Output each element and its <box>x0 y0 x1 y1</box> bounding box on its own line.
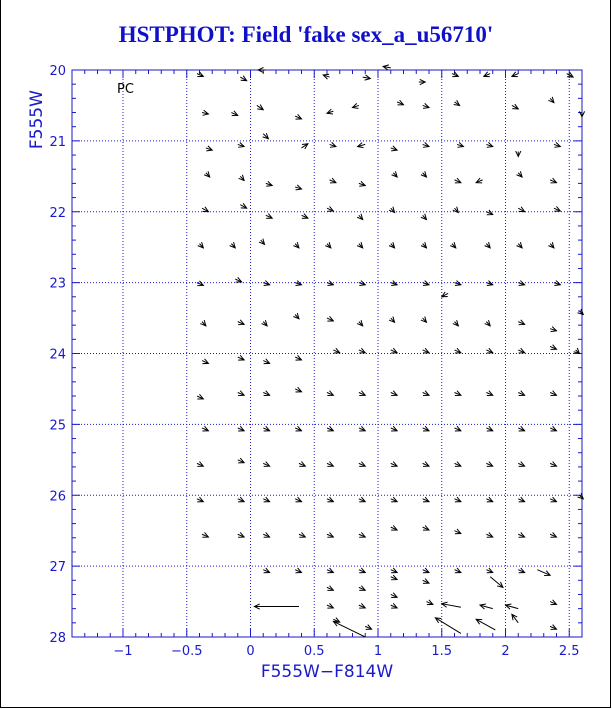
vector-arrow <box>383 65 391 70</box>
vector-arrow <box>263 497 269 502</box>
vector-arrow <box>231 111 237 116</box>
vector-arrow <box>550 625 556 630</box>
vector-arrow <box>202 207 208 212</box>
vector-arrow <box>359 462 365 467</box>
vector-arrow <box>518 568 524 573</box>
vector-arrow <box>359 281 365 286</box>
vector-arrow <box>202 426 208 431</box>
vector-shaft <box>333 621 365 637</box>
vector-arrow <box>518 462 524 467</box>
vector-arrow <box>512 614 518 623</box>
vector-arrow <box>295 185 301 190</box>
vector-arrow <box>238 532 244 537</box>
vector-arrow <box>554 281 560 286</box>
y-tick-label: 27 <box>49 560 66 576</box>
vector-arrow <box>204 171 210 177</box>
vector-arrow <box>295 114 301 119</box>
vector-arrow <box>486 532 492 537</box>
vector-arrow <box>254 604 299 609</box>
vector-arrow <box>518 320 524 325</box>
vector-arrow <box>550 178 556 183</box>
vector-arrow <box>391 391 397 396</box>
vector-arrow <box>263 568 269 573</box>
vector-arrow <box>327 586 333 591</box>
vector-arrow <box>455 462 461 467</box>
vector-shaft <box>435 618 461 634</box>
vector-shaft <box>476 619 495 630</box>
vector-arrow <box>359 348 365 353</box>
y-tick-label: 21 <box>49 134 66 150</box>
vector-arrow <box>389 317 395 323</box>
vector-arrow <box>391 568 397 573</box>
vector-arrow <box>357 320 363 326</box>
vector-arrow <box>423 525 429 530</box>
vector-arrow <box>486 497 492 502</box>
vector-arrow <box>327 426 333 431</box>
y-tick-label: 26 <box>49 489 66 505</box>
vector-arrow <box>302 144 308 149</box>
vector-arrow <box>238 497 244 502</box>
vector-arrow <box>262 320 268 326</box>
vector-arrow <box>426 600 432 605</box>
vector-arrow <box>353 103 359 108</box>
vector-arrow <box>327 109 333 114</box>
vector-arrow <box>516 151 521 156</box>
x-tick-label: 1.5 <box>431 644 453 659</box>
vector-arrow <box>333 348 339 353</box>
vector-arrow <box>327 568 333 573</box>
vector-arrow <box>333 621 365 637</box>
vector-arrow <box>238 142 244 147</box>
vector-arrow <box>455 529 461 534</box>
vector-arrow <box>423 391 429 396</box>
vector-arrow <box>263 426 269 431</box>
vector-arrow <box>518 207 524 212</box>
vector-arrow <box>391 426 397 431</box>
vector-arrow <box>358 143 366 148</box>
vector-arrow <box>442 602 461 607</box>
x-axis-label: F555W−F814W <box>260 662 394 682</box>
vector-arrow <box>266 181 272 186</box>
vector-arrow <box>423 568 429 573</box>
vector-arrow <box>480 604 493 609</box>
vector-arrow <box>330 142 336 147</box>
vector-arrow <box>197 394 203 399</box>
vector-arrow <box>206 146 212 151</box>
vector-arrow <box>550 345 556 350</box>
vector-arrow <box>263 462 269 467</box>
vector-arrow <box>455 391 461 396</box>
vector-arrow <box>476 178 482 183</box>
vector-arrow <box>295 497 301 502</box>
vector-arrow <box>295 387 301 392</box>
vector-arrow <box>359 603 365 608</box>
vector-arrow <box>518 426 524 431</box>
vector-arrow <box>455 348 461 353</box>
vector-arrow <box>486 391 492 396</box>
x-tick-label: 1 <box>373 644 383 659</box>
vector-arrow <box>550 600 556 605</box>
vector-arrow <box>423 281 429 286</box>
vector-arrow <box>554 206 560 211</box>
x-tick-label: −1 <box>113 644 133 659</box>
vector-arrow <box>323 74 329 79</box>
vector-arrow <box>197 462 203 467</box>
vector-head <box>302 144 308 149</box>
vector-arrow <box>363 75 371 80</box>
vector-arrow <box>327 206 333 211</box>
vector-arrow <box>423 579 429 584</box>
x-tick-label: 2 <box>501 644 510 659</box>
vector-arrow <box>202 110 208 115</box>
vector-arrow <box>230 242 236 248</box>
vector-arrow <box>455 426 461 431</box>
vector-arrow <box>423 103 429 108</box>
vector-arrow <box>550 532 556 537</box>
vector-arrow <box>295 568 301 573</box>
vector-arrow <box>327 497 333 502</box>
vector-arrow <box>359 586 365 591</box>
vector-arrow <box>359 426 365 431</box>
vector-arrow <box>453 320 459 326</box>
vector-arrow <box>389 242 395 248</box>
y-axis-label: F555W <box>27 90 47 150</box>
panel-label: PC <box>117 82 134 97</box>
axis-ticks <box>49 64 582 659</box>
vector-arrow <box>486 462 492 467</box>
vector-arrow <box>238 391 244 396</box>
vector-arrow <box>263 133 269 139</box>
vector-arrow <box>574 348 580 354</box>
x-tick-label: 2.5 <box>558 644 580 659</box>
vector-arrow <box>391 593 397 598</box>
chart-title: HSTPHOT: Field 'fake sex_a_u56710' <box>118 22 494 47</box>
vector-arrow <box>442 292 448 297</box>
vector-arrow <box>327 532 333 537</box>
vector-arrow <box>391 497 397 502</box>
vector-arrow <box>327 316 333 321</box>
vector-arrow <box>421 171 427 177</box>
vector-arrow <box>486 568 492 573</box>
vector-arrow <box>240 203 246 208</box>
vector-arrow <box>239 175 245 181</box>
vector-arrow <box>327 391 333 396</box>
vector-arrow <box>484 72 490 77</box>
vector-arrow <box>506 604 519 609</box>
vector-arrow <box>327 603 333 608</box>
vector-arrow <box>359 532 365 537</box>
vector-arrow <box>548 97 554 103</box>
vector-arrow <box>240 76 246 81</box>
vector-arrow <box>476 619 495 630</box>
vector-arrow <box>202 532 208 537</box>
vector-arrow <box>450 242 456 248</box>
vector-arrow <box>423 426 429 431</box>
vector-arrow <box>486 348 492 353</box>
y-tick-label: 28 <box>49 631 66 646</box>
vector-arrow <box>567 72 573 77</box>
vector-arrow <box>238 355 244 360</box>
grid-lines <box>72 70 582 637</box>
vector-arrow <box>550 426 556 431</box>
vector-arrow <box>421 317 427 323</box>
vector-arrow <box>423 142 429 147</box>
vector-arrow <box>554 142 560 147</box>
vector-arrow <box>238 426 244 431</box>
vector-arrow <box>293 313 299 319</box>
vector-arrow <box>421 214 427 220</box>
vector-arrow <box>518 348 524 353</box>
x-tick-label: 0 <box>246 644 255 659</box>
vector-arrow <box>391 348 397 353</box>
vector-arrow <box>302 214 308 219</box>
x-tick-label: 0.5 <box>303 644 325 659</box>
vector-arrow <box>263 391 269 396</box>
vector-arrow <box>197 281 203 286</box>
vector-arrow <box>325 242 331 248</box>
vector-arrow <box>452 72 458 77</box>
vector-arrow <box>457 142 463 147</box>
vector-arrow <box>486 210 492 215</box>
vector-arrow <box>454 100 460 105</box>
vector-arrow <box>391 603 397 608</box>
vector-arrow <box>421 242 427 248</box>
vector-arrow <box>197 72 203 77</box>
vector-arrow <box>391 575 397 580</box>
x-tick-label: −0.5 <box>170 644 203 659</box>
vector-head <box>257 105 263 110</box>
vector-arrow <box>518 281 524 286</box>
vector-arrow <box>423 348 429 353</box>
vector-arrow <box>357 242 363 248</box>
vector-arrow <box>423 462 429 467</box>
vector-arrow <box>389 207 395 213</box>
vector-arrow <box>486 426 492 431</box>
vector-arrow <box>550 497 556 502</box>
y-tick-label: 24 <box>49 347 66 363</box>
vector-arrow <box>359 568 365 573</box>
vector-arrow <box>391 146 397 151</box>
vector-arrow <box>327 462 333 467</box>
vector-arrow <box>391 525 397 530</box>
vector-arrow <box>397 100 403 105</box>
y-tick-label: 20 <box>49 64 66 79</box>
vector-arrow <box>485 320 491 326</box>
vector-arrow <box>423 497 429 502</box>
vector-arrow <box>435 618 461 634</box>
vector-arrow <box>391 462 397 467</box>
vector-arrow <box>238 458 244 463</box>
vector-arrow <box>359 391 365 396</box>
vector-arrow <box>517 242 523 248</box>
vector-field <box>197 65 585 637</box>
vector-arrow <box>550 462 556 467</box>
vector-arrow <box>357 214 363 220</box>
vector-arrow <box>486 142 492 147</box>
y-tick-label: 22 <box>49 205 66 221</box>
vector-arrow <box>359 181 365 186</box>
vector-arrow <box>259 239 265 245</box>
vector-arrow <box>266 214 272 219</box>
y-tick-label: 23 <box>49 276 66 292</box>
vector-arrow <box>299 462 305 467</box>
vector-arrow <box>258 67 266 72</box>
vector-arrow <box>295 355 301 360</box>
vector-arrow <box>485 242 491 248</box>
vector-arrow <box>197 497 203 502</box>
vector-arrow <box>512 104 518 109</box>
vector-arrow <box>257 105 263 110</box>
vector-arrow <box>490 577 503 588</box>
vector-arrow <box>518 391 524 396</box>
vector-arrow <box>550 391 556 396</box>
vector-arrow <box>512 72 518 77</box>
vector-arrow <box>202 359 208 364</box>
vector-arrow <box>419 79 425 84</box>
vector-arrow <box>299 532 305 537</box>
vector-arrow <box>392 171 398 177</box>
vector-arrow <box>330 178 336 183</box>
vector-arrow <box>455 497 461 502</box>
vector-arrow <box>293 242 299 248</box>
vector-arrow <box>365 625 371 630</box>
vector-arrow <box>198 242 204 248</box>
vector-arrow <box>235 277 241 282</box>
vector-arrow <box>550 327 556 332</box>
vector-arrow <box>263 532 269 537</box>
vector-arrow <box>263 359 269 364</box>
vector-arrow <box>263 281 269 286</box>
vector-arrow <box>518 497 524 502</box>
y-tick-label: 25 <box>49 418 66 434</box>
vector-arrow <box>455 568 461 573</box>
vector-arrow <box>359 497 365 502</box>
vector-arrow <box>518 532 524 537</box>
vector-arrow <box>548 242 554 248</box>
vector-arrow <box>295 426 301 431</box>
vector-arrow <box>455 178 461 183</box>
vector-arrow <box>517 171 523 177</box>
vector-arrow <box>200 320 206 326</box>
vector-arrow <box>238 320 244 325</box>
vector-arrow <box>537 570 550 576</box>
